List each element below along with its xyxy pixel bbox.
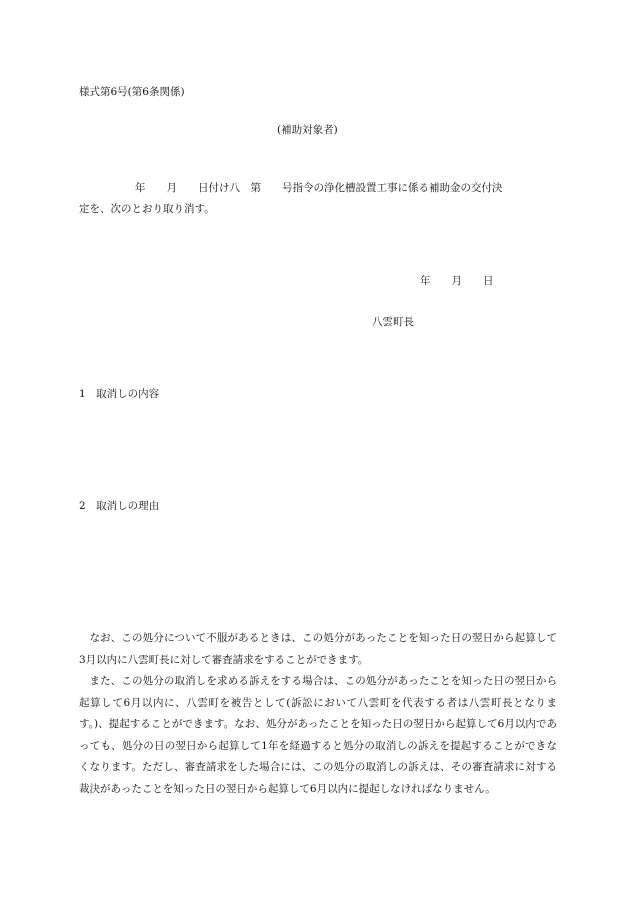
notice-text-line1: 年 月 日付け八 第 号指令の浄化槽設置工事に係る補助金の交付決 [135,182,503,194]
form-header: 様式第6号(第6条関係) [79,86,185,98]
appeal-paragraph-review: なお、この処分について不服があるときは、この処分があったことを知った日の翌日から起算して3月以内に八雲町長に対して審査請求をすることができます。 [79,632,557,666]
section-cancellation-reason: 2 取消しの理由 [79,500,160,512]
appeal-paragraph-lawsuit: また、この処分の取消しを求める訴えをする場合は、この処分があったことを知った日の翌日から起算して6月以内に、八雲町を被告として(訴訟において八雲町を代表する者は八雲町長となります。)、提起することができます。なお、処分があったことを知った日の翌日から起算して6月以内であっても、処分の日の翌日から起算して1年を経過すると処分の取消しの訴えを提起することができなくなります。ただし、審査請求をした場合には、この処分の取消しの訴えは、その審査請求に対する裁決があったことを知った日の翌日から起算して6月以内に提起しなければなりません。 [79,675,557,795]
appeal-notice [79,628,557,800]
issuer-name: 八雲町長 [372,316,414,328]
notice-text-line2: 定を、次のとおり取り消す。 [79,203,215,215]
addressee-label: (補助対象者) [277,124,338,136]
issue-date: 年 月 日 [420,275,494,287]
section-cancellation-content: 1 取消しの内容 [79,388,160,400]
